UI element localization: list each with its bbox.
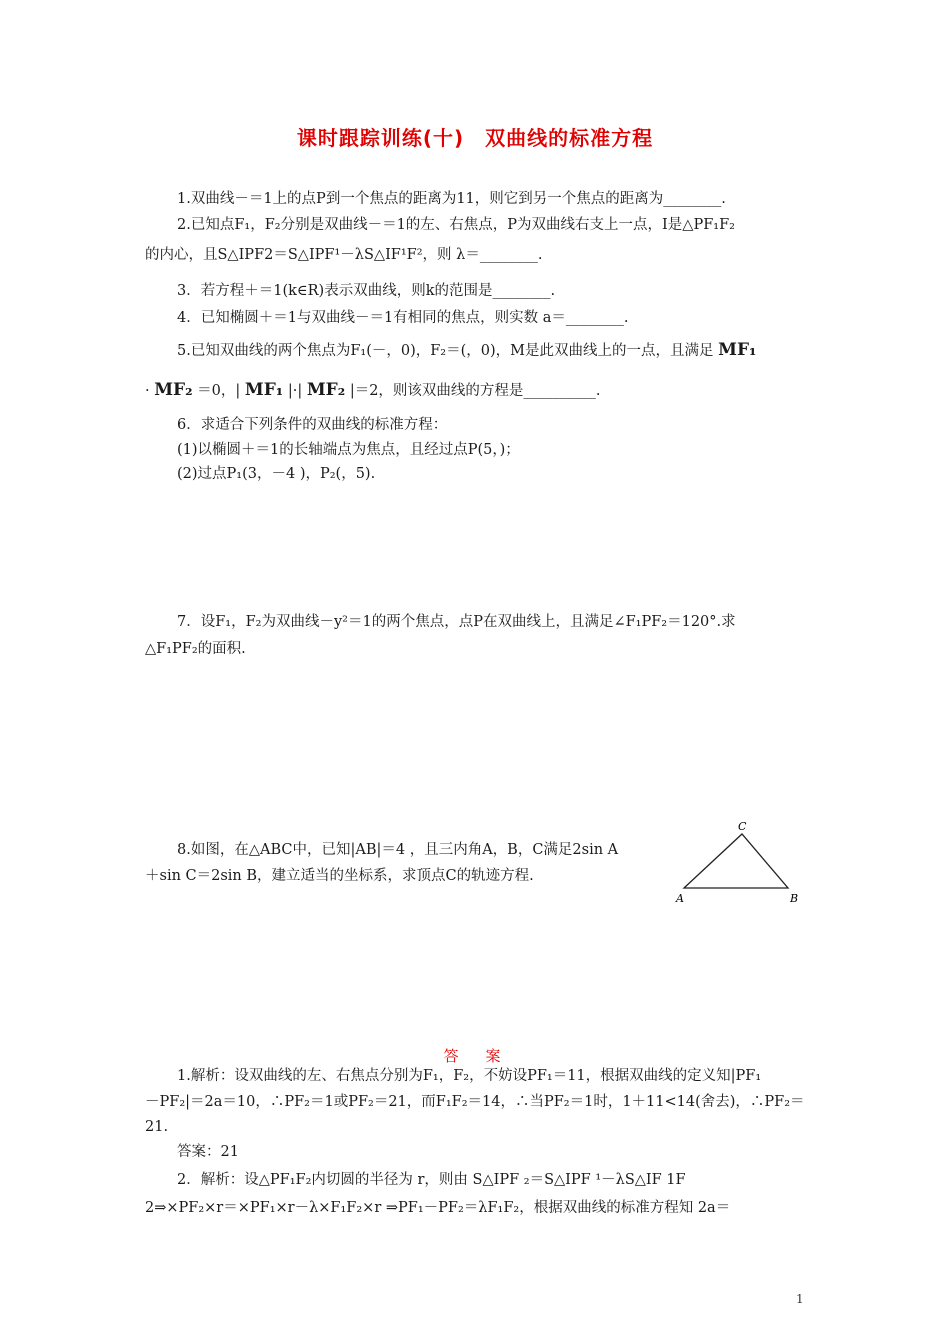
problem-5-line-2 [145,380,601,401]
page-number: 1 [796,1292,804,1306]
answer-1-line-1: 1.解析：设双曲线的左、右焦点分别为F₁，F₂，不妨设PF₁＝11，根据双曲线的定义知|PF₁ [177,1068,762,1084]
answer-2-line-2: 2⇒×PF₂×r＝×PF₁×r－λ×F₁F₂×r ⇒PF₁－PF₂＝λF₁F₂，根据双曲线的标准方程知 2a＝ [145,1200,731,1216]
problem-4: 4．已知椭圆＋＝1与双曲线－＝1有相同的焦点，则实数 a＝________. [177,310,629,326]
vertex-label-c: C [738,820,747,833]
problem-2-line-2: 的内心，且S△IPF2＝S△IPF¹－λS△IF¹F²，则 λ＝________. [145,247,543,263]
page-title: 课时跟踪训练(十) 双曲线的标准方程 [296,126,654,150]
answer-1-line-3: 21. [145,1119,169,1135]
vertex-label-b: B [790,892,799,905]
answers-heading: 答 案 [443,1047,507,1065]
answer-2-line-1: 2．解析：设△PF₁F₂内切圆的半径为 r，则由 S△IPF ₂＝S△IPF ¹－λS△IF 1F [177,1172,686,1188]
problem-8-line-2: ＋sin C＝2sin B，建立适当的坐标系，求顶点C的轨迹方程. [145,868,534,884]
answer-1-result: 答案：21 [177,1144,239,1160]
problem-2-line-1: 2.已知点F₁，F₂分别是双曲线－＝1的左、右焦点，P为双曲线右支上一点，I是△PF₁F₂ [177,217,735,233]
problem-5-mid-text: ＝0，| [197,383,241,399]
problem-1: 1.双曲线－＝1上的点P到一个焦点的距离为11，则它到另一个焦点的距离为________. [177,191,726,207]
problem-7-line-2: △F₁PF₂的面积. [145,641,246,657]
problem-5-mid-text-2: |·| [287,383,303,399]
problem-8-line-1: 8.如图，在△ABC中，已知|AB|＝4 ，且三内角A，B，C满足2sin A [177,842,619,858]
vector-mf2-abs: MF₂ [306,380,346,400]
problem-7-line-1: 7．设F₁，F₂为双曲线－y²＝1的两个焦点，点P在双曲线上，且满足∠F₁PF₂＝120°.求 [177,614,736,630]
problem-6-part-1: (1)以椭圆＋＝1的长轴端点为焦点，且经过点P(5，)； [177,442,520,458]
answer-1-line-2: －PF₂|＝2a＝10，∴PF₂＝1或PF₂＝21，而F₁F₂＝14，∴当PF₂＝1时，1＋11<14(舍去)，∴PF₂＝ [145,1094,805,1110]
vector-mf1-abs: MF₁ [244,380,284,400]
problem-6: 6．求适合下列条件的双曲线的标准方程： [177,417,448,433]
problem-5-text: 5.已知双曲线的两个焦点为F₁(－，0)，F₂＝(，0)，M是此双曲线上的一点，且满足 [177,343,714,359]
problem-3: 3．若方程＋＝1(k∈R)表示双曲线，则k的范围是________. [177,283,556,299]
vector-mf1: MF₁ [718,340,757,360]
triangle-abc-figure [672,814,812,910]
triangle-shape [684,834,788,888]
problem-6-part-2: (2)过点P₁(3，－4 )，P₂(，5). [177,466,376,482]
dot-product-symbol: · [145,383,150,399]
vector-mf2: MF₂ [154,380,193,400]
vertex-label-a: A [676,892,684,905]
problem-5-end-text: |＝2，则该双曲线的方程是__________. [349,383,601,399]
problem-5-line-1 [177,340,756,361]
